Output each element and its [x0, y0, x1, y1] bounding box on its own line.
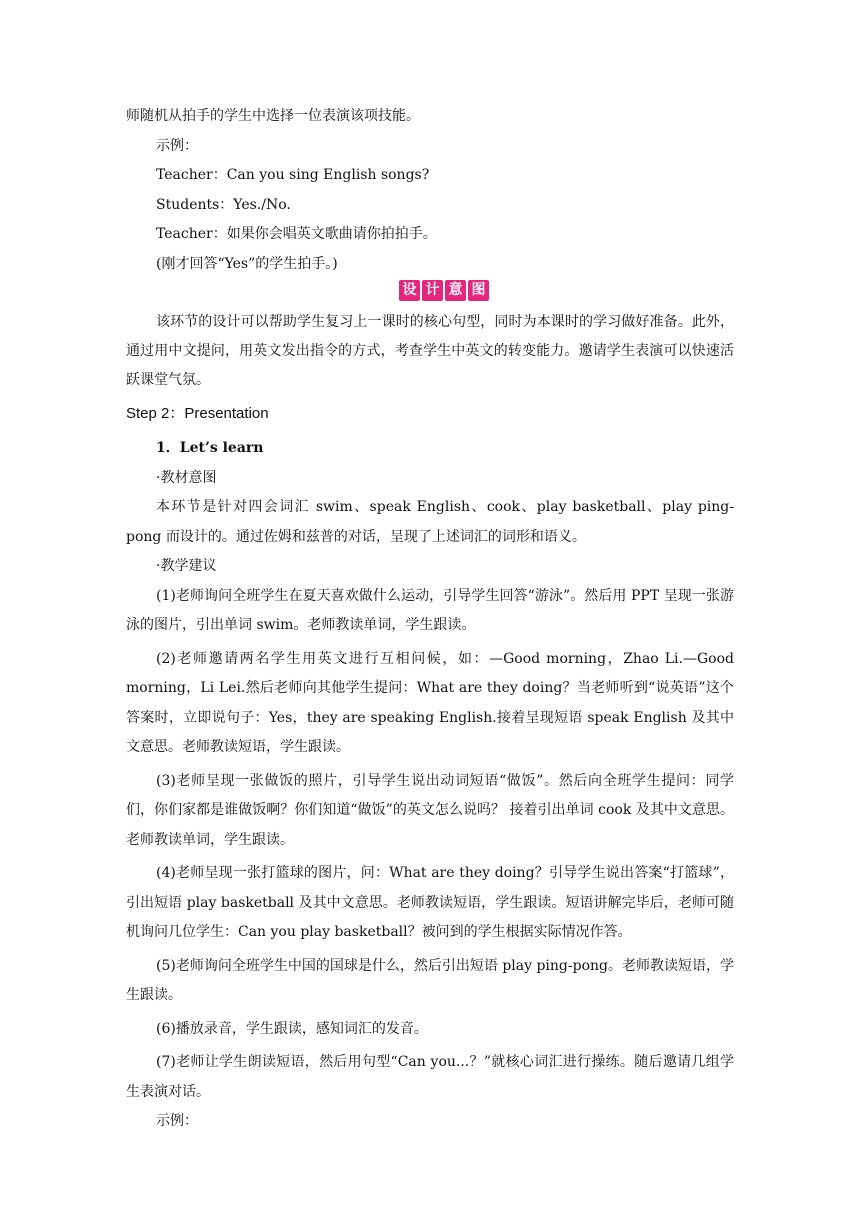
example-label-2: 示例：: [156, 1113, 198, 1129]
design-intent-badge: [399, 280, 489, 301]
suggest-label: ·教学建议: [156, 558, 217, 574]
suggestion-item: (2)老师邀请两名学生用英文进行互相问候，如：—Good morning，Zhao Li.—Good morning，Li Lei.然后老师向其他学生提问：What are they doing？当老师听到“说英语”这个答案时，立即说句子：Yes，they are speaking English.接着呈现短语 speak English 及其中文意思。老师教读短语，学生跟读。: [126, 650, 734, 755]
step-title: Step 2：Presentation: [126, 405, 269, 422]
example-label: 示例：: [156, 137, 198, 154]
badge-char: 意: [445, 280, 466, 301]
intent-text: 本环节是针对四会词汇 swim、speak English、cook、play basketball、play ping-pong 而设计的。通过佐姆和兹普的对话，呈现了上述词汇的词形和语义。: [126, 499, 734, 545]
suggestion-item: (4)老师呈现一张打篮球的图片，问：What are they doing？引导学生说出答案“打篮球”，引出短语 play basketball 及其中文意思。老师教读短语，学生跟读。短语讲解完毕后，老师可随机询问几位学生：Can you play basketball？被问到的学生根据实际情况作答。: [126, 865, 734, 940]
badge-char: 图: [468, 280, 489, 301]
suggestion-item: (6)播放录音，学生跟读，感知词汇的发音。: [156, 1020, 428, 1037]
intent-label: ·教材意图: [156, 469, 217, 486]
section-title: 1．Let’s learn: [156, 440, 264, 456]
dialogue-note: (刚才回答“Yes”的学生拍手。): [156, 255, 338, 272]
badge-char: 设: [399, 280, 420, 301]
dialogue-teacher-1: Teacher：Can you sing English songs?: [156, 167, 430, 183]
design-intent-block: [126, 308, 734, 395]
suggestion-item: (7)老师让学生朗读短语，然后用句型“Can you...？”就核心词汇进行操练。随后邀请几组学生表演对话。: [126, 1054, 734, 1100]
badge-char: 计: [422, 280, 443, 301]
design-intent-text: 该环节的设计可以帮助学生复习上一课时的核心句型，同时为本课时的学习做好准备。此外，通过用中文提问，用英文发出指令的方式，考查学生中英文的转变能力。邀请学生表演可以快速活跃课堂气氛。: [126, 314, 734, 388]
continued-line: 师随机从拍手的学生中选择一位表演该项技能。: [126, 108, 420, 124]
suggestion-item: (5)老师询问全班学生中国的国球是什么，然后引出短语 play ping-pong。老师教读短语，学生跟读。: [126, 957, 734, 1003]
dialogue-students: Students：Yes./No.: [156, 196, 291, 213]
suggestion-item: (3)老师呈现一张做饭的照片，引导学生说出动词短语“做饭”。然后向全班学生提问：同学们，你们家都是谁做饭啊？你们知道“做饭”的英文怎么说吗？ 接着引出单词 cook 及其中文意思。老师教读单词，学生跟读。: [126, 772, 734, 848]
design-intent-badge-row: [126, 279, 734, 308]
page-content: [126, 102, 734, 1137]
suggestion-item: (1)老师询问全班学生在夏天喜欢做什么运动，引导学生回答“游泳”。然后用 PPT 呈现一张游泳的图片，引出单词 swim。老师教读单词，学生跟读。: [126, 587, 734, 633]
dialogue-teacher-2: Teacher：如果你会唱英文歌曲请你拍拍手。: [156, 226, 437, 242]
